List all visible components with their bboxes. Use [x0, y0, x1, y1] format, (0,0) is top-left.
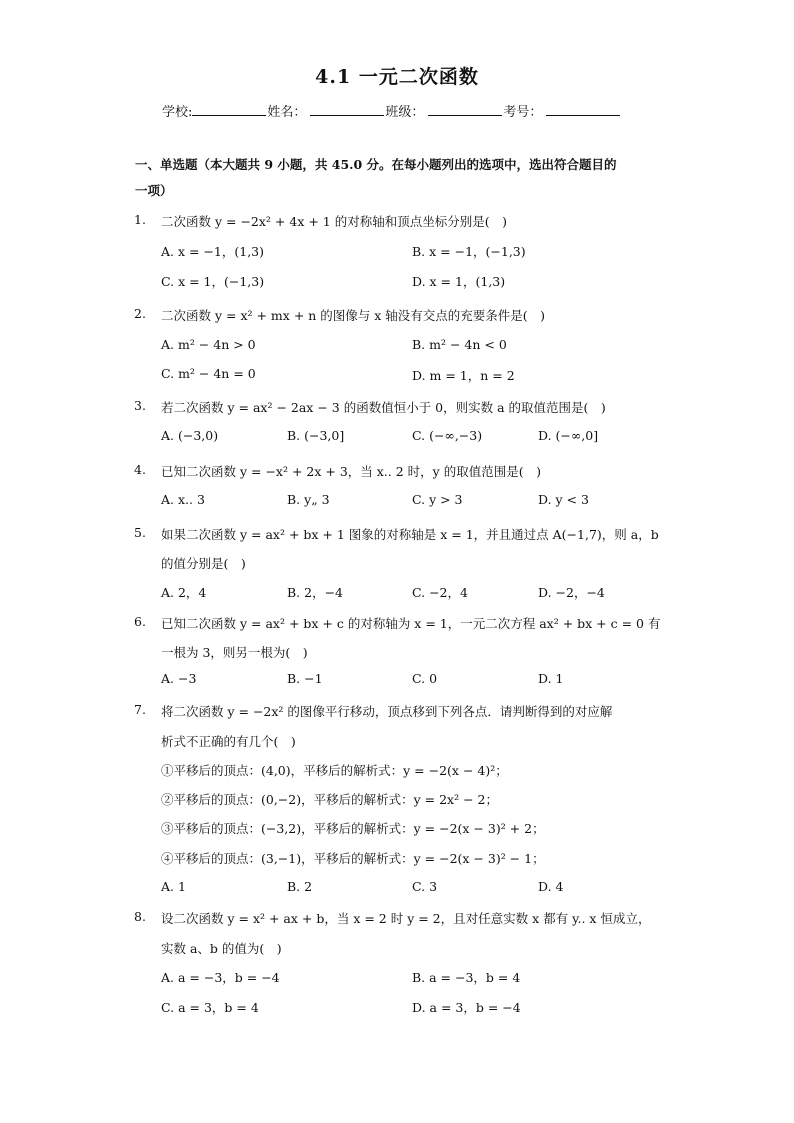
question-stem-line-2: 的值分别是( ): [161, 556, 246, 571]
option-c[interactable]: C. x = 1，(−1,3): [161, 274, 265, 289]
option-b[interactable]: B. x = −1，(−1,3): [412, 244, 526, 259]
name-blank[interactable]: [310, 102, 384, 116]
option-d[interactable]: D. 4: [538, 879, 564, 894]
option-b[interactable]: B. −1: [287, 671, 323, 686]
question-number: 5.: [134, 525, 146, 540]
option-b[interactable]: B. (−3,0]: [287, 428, 345, 443]
question-number: 7.: [134, 702, 146, 717]
statement-4: ④平移后的顶点：(3,−1)，平移后的解析式：y = −2(x − 3)² − 1；: [161, 851, 545, 866]
question-number: 1.: [134, 212, 146, 227]
option-c[interactable]: C. a = 3，b = 4: [161, 1000, 259, 1015]
question-stem-line-1: 已知二次函数 y = ax² + bx + c 的对称轴为 x = 1，一元二次方程 ax² + bx + c = 0 有: [161, 616, 661, 631]
question-number: 6.: [134, 614, 146, 629]
question-stem: 若二次函数 y = ax² − 2ax − 3 的函数值恒小于 0，则实数 a 的取值范围是( ): [161, 400, 606, 415]
question-number: 4.: [134, 462, 146, 477]
option-a[interactable]: A. −3: [161, 671, 197, 686]
exam-no-blank[interactable]: [546, 102, 620, 116]
option-d[interactable]: D. −2，−4: [538, 585, 605, 600]
option-d[interactable]: D. a = 3，b = −4: [412, 1000, 521, 1015]
option-a[interactable]: A. 1: [161, 879, 186, 894]
section-heading-line-2: 一项）: [135, 183, 173, 198]
question-stem-line-2: 一根为 3，则另一根为( ): [161, 645, 308, 660]
class-label: 班级：: [385, 105, 425, 120]
option-a[interactable]: A. m² − 4n > 0: [161, 337, 256, 352]
option-c[interactable]: C. (−∞,−3): [412, 428, 483, 443]
school-label: 学校:: [162, 105, 193, 120]
question-stem-line-2: 实数 a、b 的值为( ): [161, 941, 282, 956]
option-d[interactable]: D. m = 1，n = 2: [412, 368, 515, 383]
question-stem-line-1: 将二次函数 y = −2x² 的图像平行移动，顶点移到下列各点．请判断得到的对应解: [161, 704, 613, 719]
option-c[interactable]: C. 3: [412, 879, 438, 894]
question-stem-line-2: 析式不正确的有几个( ): [161, 734, 296, 749]
question-stem-line-1: 如果二次函数 y = ax² + bx + 1 图象的对称轴是 x = 1，并且通过点 A(−1,7)，则 a，b: [161, 527, 659, 542]
option-a[interactable]: A. (−3,0): [161, 428, 219, 443]
option-b[interactable]: B. 2，−4: [287, 585, 344, 600]
statement-3: ③平移后的顶点：(−3,2)，平移后的解析式：y = −2(x − 3)² + 2；: [161, 821, 545, 836]
option-a[interactable]: A. x.. 3: [161, 492, 205, 507]
exam-no-label: 考号：: [503, 105, 543, 120]
student-info-line: [162, 101, 621, 120]
option-d[interactable]: D. y < 3: [538, 492, 589, 507]
option-c[interactable]: C. y > 3: [412, 492, 463, 507]
statement-1: ①平移后的顶点：(4,0)，平移后的解析式：y = −2(x − 4)²；: [161, 763, 508, 778]
class-blank[interactable]: [428, 102, 502, 116]
option-d[interactable]: D. x = 1，(1,3): [412, 274, 506, 289]
option-a[interactable]: A. x = −1，(1,3): [161, 244, 265, 259]
name-label: 姓名：: [267, 105, 307, 120]
question-stem: 二次函数 y = −2x² + 4x + 1 的对称轴和顶点坐标分别是( ): [161, 214, 507, 229]
question-stem-line-1: 设二次函数 y = x² + ax + b，当 x = 2 时 y = 2，且对任意实数 x 都有 y.. x 恒成立，: [161, 911, 651, 926]
section-heading-line-1: 一、单选题（本大题共 9 小题，共 45.0 分。在每小题列出的选项中，选出符合题目的: [135, 157, 617, 172]
option-d[interactable]: D. 1: [538, 671, 564, 686]
question-number: 3.: [134, 398, 146, 413]
option-b[interactable]: B. y„ 3: [287, 492, 330, 507]
option-b[interactable]: B. a = −3，b = 4: [412, 970, 521, 985]
option-b[interactable]: B. m² − 4n < 0: [412, 337, 507, 352]
option-c[interactable]: C. −2，4: [412, 585, 468, 600]
question-number: 8.: [134, 909, 146, 924]
school-blank[interactable]: [192, 102, 266, 116]
question-stem: 已知二次函数 y = −x² + 2x + 3，当 x.. 2 时，y 的取值范围是( ): [161, 464, 541, 479]
section-heading: [135, 152, 665, 204]
question-stem: 二次函数 y = x² + mx + n 的图像与 x 轴没有交点的充要条件是( ): [161, 308, 546, 323]
option-a[interactable]: A. 2，4: [161, 585, 207, 600]
option-b[interactable]: B. 2: [287, 879, 313, 894]
option-c[interactable]: C. 0: [412, 671, 438, 686]
option-c[interactable]: C. m² − 4n = 0: [161, 366, 256, 381]
option-a[interactable]: A. a = −3，b = −4: [161, 970, 280, 985]
statement-2: ②平移后的顶点：(0,−2)，平移后的解析式：y = 2x² − 2；: [161, 792, 498, 807]
question-number: 2.: [134, 306, 146, 321]
page-title: 4.1 一元二次函数: [315, 66, 479, 88]
option-d[interactable]: D. (−∞,0]: [538, 428, 599, 443]
